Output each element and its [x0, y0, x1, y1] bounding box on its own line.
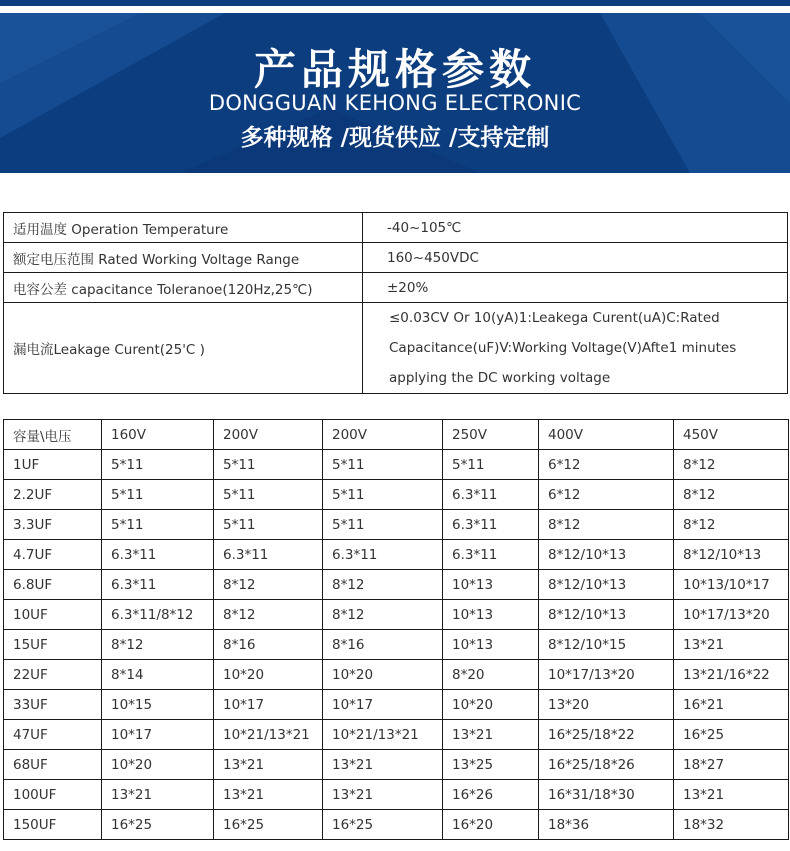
size-cell: 10*17/13*20: [674, 600, 789, 630]
size-cell: 8*12: [674, 480, 789, 510]
spec-row: [4, 273, 788, 303]
capacitance-cell: 100UF: [4, 780, 102, 810]
table-row: [4, 660, 789, 690]
size-cell: 8*12/10*15: [539, 630, 674, 660]
size-cell: 5*11: [323, 510, 443, 540]
table-row: [4, 570, 789, 600]
spec-label: 额定电压范围 Rated Working Voltage Range: [4, 243, 363, 273]
banner-title: 产品规格参数: [253, 45, 536, 94]
banner-tagline: 多种规格 /现货供应 /支持定制: [240, 125, 550, 151]
size-cell: 18*32: [674, 810, 789, 840]
capacitance-cell: 22UF: [4, 660, 102, 690]
spec-label: 漏电流Leakage Curent(25'C ): [4, 303, 363, 394]
size-cell: 10*17: [214, 690, 323, 720]
spec-row: [4, 243, 788, 273]
size-cell: 8*12/10*13: [674, 540, 789, 570]
column-header: 400V: [539, 420, 674, 450]
size-cell: 8*12: [102, 630, 214, 660]
size-cell: 6.3*11: [102, 540, 214, 570]
size-cell: 10*21/13*21: [323, 720, 443, 750]
spec-value: -40~105℃: [363, 213, 788, 243]
column-header: 250V: [443, 420, 539, 450]
column-header: 容量\电压: [4, 420, 102, 450]
table-row: [4, 750, 789, 780]
size-cell: 10*13: [443, 600, 539, 630]
size-cell: 8*12/10*13: [539, 570, 674, 600]
size-cell: 6*12: [539, 480, 674, 510]
spec-value: 160~450VDC: [363, 243, 788, 273]
spec-row: [4, 303, 788, 394]
size-cell: 8*14: [102, 660, 214, 690]
size-cell: 13*21: [674, 780, 789, 810]
table-row: [4, 810, 789, 840]
size-cell: 10*17/13*20: [539, 660, 674, 690]
table-row: [4, 630, 789, 660]
size-cell: 18*27: [674, 750, 789, 780]
size-cell: 16*25: [214, 810, 323, 840]
size-cell: 6*12: [539, 450, 674, 480]
capacitance-cell: 6.8UF: [4, 570, 102, 600]
table-row: [4, 540, 789, 570]
table-row: [4, 720, 789, 750]
size-cell: 5*11: [102, 510, 214, 540]
size-cell: 8*12: [674, 450, 789, 480]
size-cell: 16*25: [674, 720, 789, 750]
capacitance-cell: 10UF: [4, 600, 102, 630]
size-cell: 16*25: [323, 810, 443, 840]
size-cell: 8*12: [323, 600, 443, 630]
size-cell: 6.3*11: [323, 540, 443, 570]
capacitance-cell: 1UF: [4, 450, 102, 480]
size-cell: 13*21: [323, 780, 443, 810]
table-row: [4, 780, 789, 810]
size-cell: 6.3*11: [443, 540, 539, 570]
size-table: [3, 419, 789, 840]
size-cell: 16*26: [443, 780, 539, 810]
size-cell: 10*20: [443, 690, 539, 720]
banner-subtitle: DONGGUAN KEHONG ELECTRONIC: [208, 91, 582, 115]
size-cell: 10*21/13*21: [214, 720, 323, 750]
size-cell: 5*11: [214, 480, 323, 510]
size-cell: 8*20: [443, 660, 539, 690]
spec-value: ≤0.03CV Or 10(yA)1:Leakega Curent(uA)C:Rated Capacitance(uF)V:Working Voltage(V)Afte1 minutes applying the DC working voltage: [363, 303, 788, 394]
size-cell: 8*12: [674, 510, 789, 540]
column-header: 200V: [323, 420, 443, 450]
column-header: 450V: [674, 420, 789, 450]
capacitance-cell: 33UF: [4, 690, 102, 720]
spec-value: ±20%: [363, 273, 788, 303]
table-row: [4, 480, 789, 510]
capacitance-cell: 4.7UF: [4, 540, 102, 570]
size-cell: 16*20: [443, 810, 539, 840]
spec-table: [3, 212, 788, 394]
size-cell: 16*25/18*22: [539, 720, 674, 750]
table-row: [4, 600, 789, 630]
size-cell: 16*31/18*30: [539, 780, 674, 810]
size-cell: 8*12: [214, 600, 323, 630]
size-cell: 6.3*11: [214, 540, 323, 570]
size-cell: 8*12/10*13: [539, 600, 674, 630]
top-accent-line: [0, 0, 790, 6]
size-cell: 6.3*11: [102, 570, 214, 600]
size-cell: 5*11: [214, 510, 323, 540]
size-cell: 13*20: [539, 690, 674, 720]
table-row: [4, 510, 789, 540]
capacitance-cell: 47UF: [4, 720, 102, 750]
table-row: [4, 450, 789, 480]
column-header: 160V: [102, 420, 214, 450]
size-cell: 13*21: [214, 780, 323, 810]
size-cell: 8*12: [539, 510, 674, 540]
size-cell: 10*13/10*17: [674, 570, 789, 600]
size-cell: 10*20: [323, 660, 443, 690]
size-cell: 5*11: [443, 450, 539, 480]
spec-row: [4, 213, 788, 243]
size-cell: 8*12: [323, 570, 443, 600]
size-cell: 13*21/16*22: [674, 660, 789, 690]
size-cell: 10*20: [214, 660, 323, 690]
size-cell: 8*16: [323, 630, 443, 660]
spec-label: 电容公差 capacitance Toleranoe(120Hz,25℃): [4, 273, 363, 303]
size-cell: 10*13: [443, 630, 539, 660]
size-cell: 10*20: [102, 750, 214, 780]
size-cell: 10*15: [102, 690, 214, 720]
size-cell: 13*21: [102, 780, 214, 810]
size-cell: 8*16: [214, 630, 323, 660]
size-cell: 10*17: [102, 720, 214, 750]
header-banner: [0, 13, 790, 173]
capacitance-cell: 2.2UF: [4, 480, 102, 510]
size-cell: 5*11: [323, 450, 443, 480]
size-cell: 13*21: [323, 750, 443, 780]
size-cell: 6.3*11: [443, 510, 539, 540]
size-cell: 18*36: [539, 810, 674, 840]
size-cell: 13*21: [214, 750, 323, 780]
size-cell: 5*11: [323, 480, 443, 510]
size-cell: 16*21: [674, 690, 789, 720]
size-cell: 6.3*11: [443, 480, 539, 510]
size-cell: 8*12: [214, 570, 323, 600]
size-cell: 13*25: [443, 750, 539, 780]
size-cell: 13*21: [443, 720, 539, 750]
size-cell: 16*25/18*26: [539, 750, 674, 780]
size-cell: 5*11: [102, 450, 214, 480]
capacitance-cell: 68UF: [4, 750, 102, 780]
size-cell: 5*11: [214, 450, 323, 480]
size-cell: 5*11: [102, 480, 214, 510]
size-cell: 13*21: [674, 630, 789, 660]
size-cell: 8*12/10*13: [539, 540, 674, 570]
spec-label: 适用温度 Operation Temperature: [4, 213, 363, 243]
capacitance-cell: 3.3UF: [4, 510, 102, 540]
size-cell: 10*17: [323, 690, 443, 720]
capacitance-cell: 15UF: [4, 630, 102, 660]
capacitance-cell: 150UF: [4, 810, 102, 840]
column-header: 200V: [214, 420, 323, 450]
size-cell: 6.3*11/8*12: [102, 600, 214, 630]
size-table-body: [4, 420, 789, 840]
size-table-header-row: [4, 420, 789, 450]
table-row: [4, 690, 789, 720]
size-cell: 16*25: [102, 810, 214, 840]
size-cell: 10*13: [443, 570, 539, 600]
